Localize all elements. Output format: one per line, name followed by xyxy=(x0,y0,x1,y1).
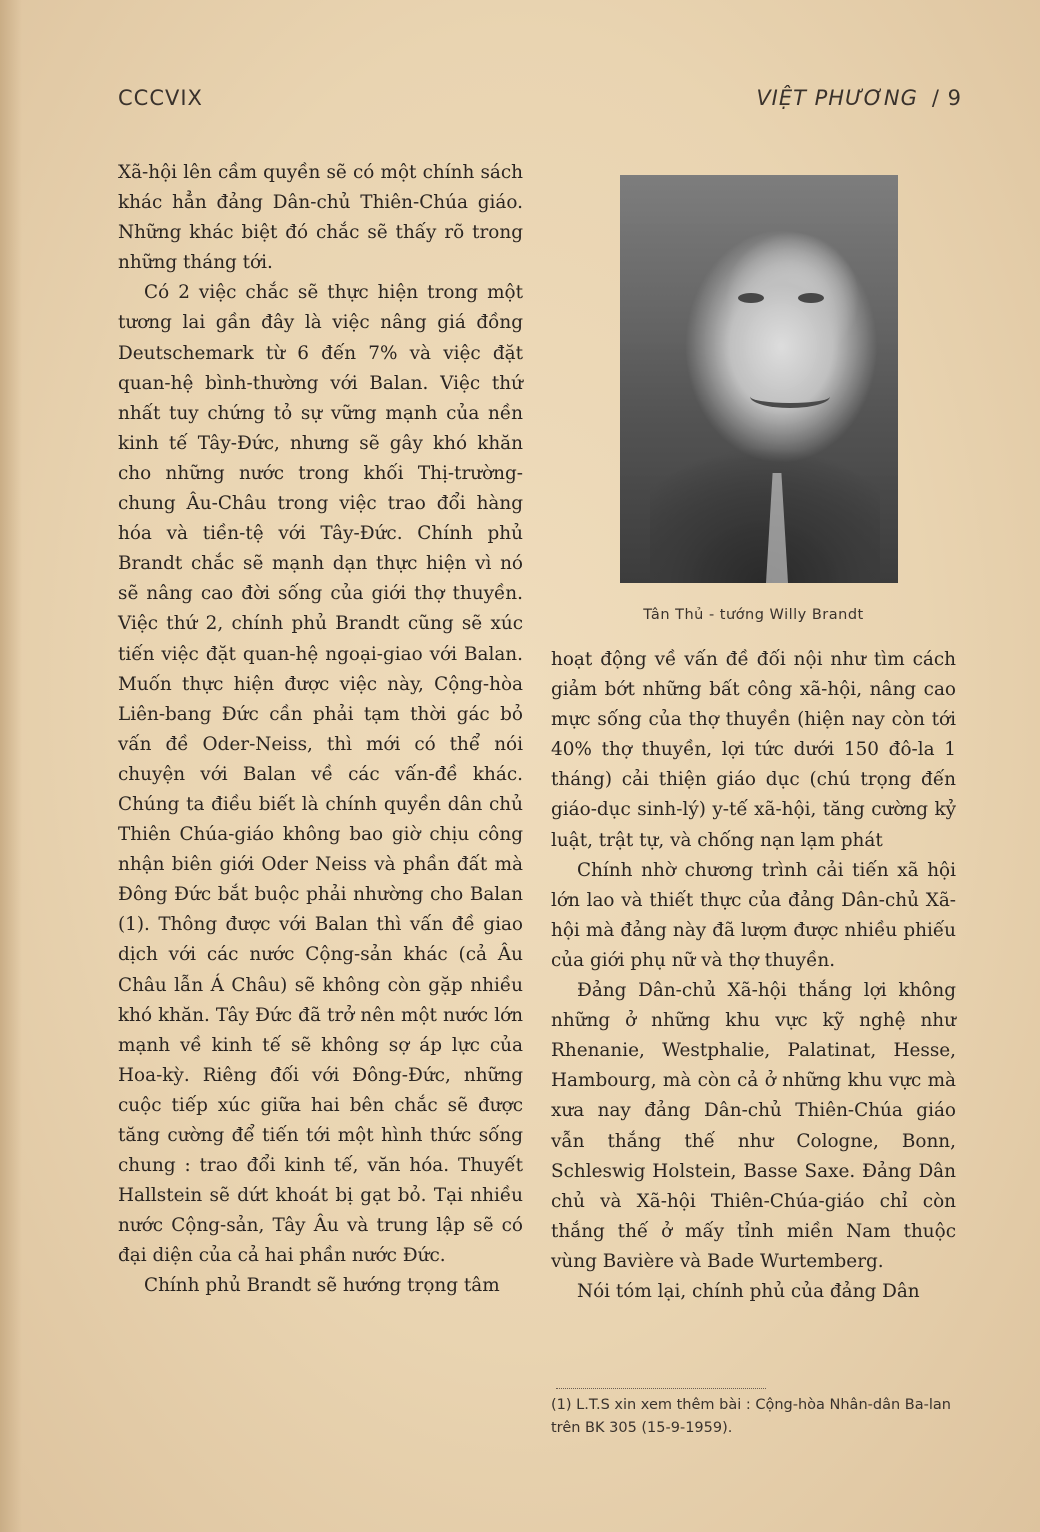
suit-shape xyxy=(650,433,880,583)
page-number: / 9 xyxy=(931,86,962,110)
footnote: (1) L.T.S xin xem thêm bài : Cộng-hòa Nhân-dân Ba-lan trên BK 305 (15-9-1959). xyxy=(551,1397,951,1436)
paragraph: Xã-hội lên cầm quyền sẽ có một chính sách khác hẳn đảng Dân-chủ Thiên-Chúa giáo. Những khác biệt đó chắc sẽ thấy rõ trong những tháng tới. xyxy=(118,162,523,274)
author-name: VIỆT PHƯƠNG xyxy=(756,86,918,110)
paragraph: Chính nhờ chương trình cải tiến xã hội lớn lao và thiết thực của đảng Dân-chủ Xã-hội mà đảng này đã lượm được nhiều phiếu của giới phụ nữ và thợ thuyền. xyxy=(551,859,956,971)
left-column xyxy=(118,158,523,1302)
portrait-image xyxy=(620,175,898,583)
smile-shape xyxy=(750,385,830,408)
right-column xyxy=(551,645,956,1307)
paragraph: Có 2 việc chắc sẽ thực hiện trong một tương lai gần đây là việc nâng giá đồng Deutschemark từ 6 đến 7% và việc đặt quan-hệ bình-thường với Balan. Việc thứ nhất tuy chứng tỏ sự vững mạnh của nền kinh tế Tây-Đức, nhưng sẽ gây khó khăn cho những nước trong khối Thị-trường-chung Âu-Châu trong việc trao đổi hàng hóa và tiền-tệ với Tây-Đức. Chính phủ Brandt chắc sẽ mạnh dạn thực hiện vì nó sẽ nâng cao đời sống của giới thợ thuyền. Việc thứ 2, chính phủ Brandt cũng sẽ xúc tiến việc đặt quan-hệ ngoại-giao với Balan. Muốn thực hiện được việc này, Cộng-hòa Liên-bang Đức cần phải tạm thời gác bỏ vấn đề Oder-Neiss, thì mới có thể nói chuyện với Balan về các vấn-đề khác. Chúng ta điều biết là chính quyền dân chủ Thiên Chúa-giáo không bao giờ chịu công nhận biên giới Oder Neiss và phần đất mà Đông Đức bắt buộc phải nhường cho Balan (1). Thông được với Balan thì vấn đề giao dịch với các nước Cộng-sản khác (cả Âu Châu lẫn Á Châu) sẽ không còn gặp nhiều khó khăn. Tây Đức đã trở nên một nước lớn mạnh về kinh tế sẽ không sợ áp lực của Hoa-kỳ. Riêng đối với Đông-Đức, những cuộc tiếp xúc giữa hai bên chắc sẽ được tăng cường để tiến tới một hình thức sống chung : trao đổi kinh tế, văn hóa. Thuyết Hallstein sẽ dứt khoát bị gạt bỏ. Tại nhiều nước Cộng-sản, Tây Âu và trung lập sẽ có đại diện của cả hai phần nước Đức. xyxy=(118,282,523,1267)
portrait-photo xyxy=(620,165,898,583)
eye-shape xyxy=(738,293,764,303)
photo-caption: Tân Thủ - tướng Willy Brandt xyxy=(643,607,864,623)
eye-shape xyxy=(798,293,824,303)
paragraph: Chính phủ Brandt sẽ hướng trọng tâm xyxy=(144,1275,500,1297)
paragraph: Nói tóm lại, chính phủ của đảng Dân xyxy=(577,1280,920,1302)
issue-number: CCCVIX xyxy=(118,86,203,110)
author-and-page xyxy=(756,86,962,110)
page-edge-shadow xyxy=(0,0,22,1532)
running-header xyxy=(118,86,962,120)
paragraph: Đảng Dân-chủ Xã-hội thắng lợi không những ở những khu vực kỹ nghệ như Rhenanie, Westphalie, Palatinat, Hesse, Hambourg, mà còn cả ở những khu vực mà xưa nay đảng Dân-chủ Thiên-Chúa giáo vẫn thắng thế như Cologne, Bonn, Schleswig Holstein, Basse Saxe. Đảng Dân chủ và Xã-hội Thiên-Chúa-giáo chỉ còn thắng thế ở mấy tỉnh miền Nam thuộc vùng Bavière và Bade Wurtemberg. xyxy=(551,980,956,1272)
paragraph: hoạt động về vấn đề đối nội như tìm cách giảm bớt những bất công xã-hội, nâng cao mực sống của thợ thuyền (hiện nay còn tới 40% thợ thuyền, lợi tức dưới 150 đô-la 1 tháng) cải thiện giáo dục (chú trọng đến giáo-dục sinh-lý) y-tế xã-hội, tăng cường kỷ luật, trật tự, và chống nạn lạm phát xyxy=(551,649,956,851)
footnote-divider xyxy=(556,1388,766,1389)
